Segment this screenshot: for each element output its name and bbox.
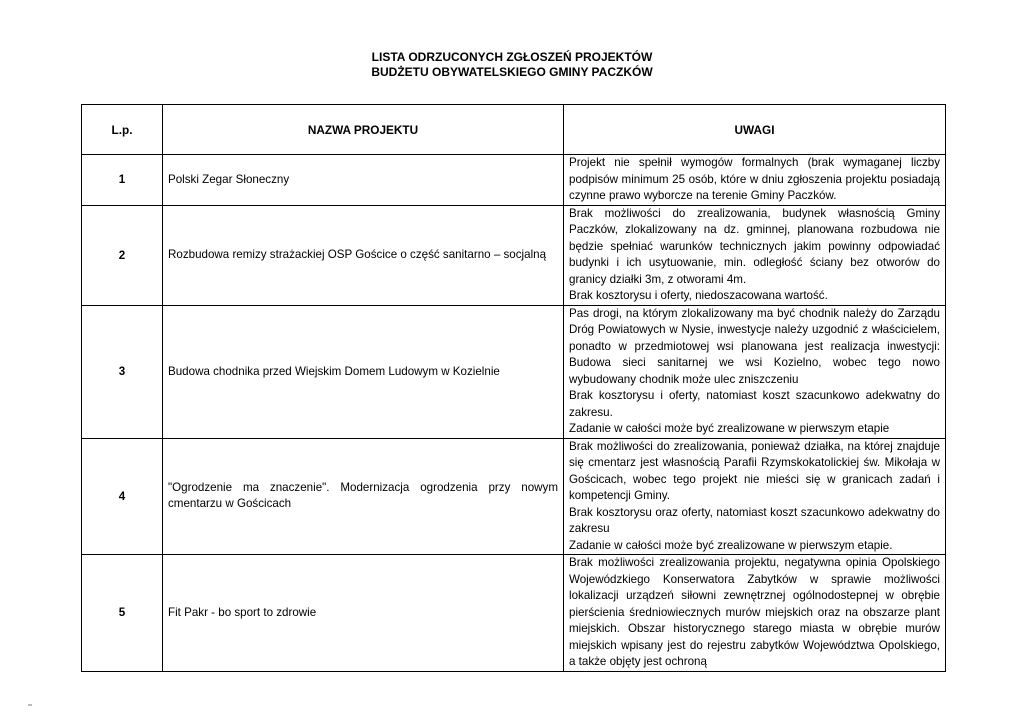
rejected-projects-table [81,104,946,672]
table-row [82,555,946,672]
note-paragraph: Projekt nie spełnił wymogów formalnych (brak wymaganej liczby podpisów minimum 25 osób, które w dniu zgłoszenia projektu posiadają czynne prawo wyborcze na terenie Gminy Paczków. [569,156,940,202]
title-line-2: BUDŻETU OBYWATELSKIEGO GMINY PACZKÓW [371,65,653,79]
row-number: 3 [82,305,163,438]
note-paragraph: Brak możliwości zrealizowania projektu, negatywna opinia Opolskiego Wojewódzkiego Konserwatora Zabytków w sprawie możliwości lokalizacji urządzeń siłowni zewnętrznej ogólnodostepnej w obrębie pierścienia średniowiecznych murów miejskich oraz na obszarze plant miejskich. Obszar historycznego starego miasta w obrębie murów miejskich wpisany jest do rejestru zabytków Województwa Opolskiego, a także objęty jest ochroną [569,556,940,668]
note-paragraph: Zadanie w całości może być zrealizowane w pierwszym etapie. [569,538,893,552]
project-notes [564,305,946,438]
table-row [82,305,946,438]
table-header-row [82,105,946,155]
row-number: 1 [82,155,163,206]
note-paragraph: Zadanie w całości może być zrealizowane w pierwszym etapie [569,422,890,435]
project-notes [564,155,946,206]
project-notes [564,438,946,555]
header-notes: UWAGI [564,105,946,155]
header-lp: L.p. [82,105,163,155]
table-row [82,205,946,305]
table-row [82,438,946,555]
page-corner-mark [28,704,32,706]
project-name: Fit Pakr - bo sport to zdrowie [163,555,564,672]
project-notes [564,555,946,672]
header-project-name: NAZWA PROJEKTU [163,105,564,155]
row-number: 4 [82,438,163,555]
project-name: Rozbudowa remizy strażackiej OSP Gościce o część sanitarno – socjalną [163,205,564,305]
project-name: Budowa chodnika przed Wiejskim Domem Ludowym w Kozielnie [163,305,564,438]
row-number: 5 [82,555,163,672]
title-line-1: LISTA ODRZUCONYCH ZGŁOSZEŃ PROJEKTÓW [371,50,653,64]
project-notes [564,205,946,305]
document-title [0,50,1024,80]
note-paragraph: Pas drogi, na którym zlokalizowany ma być chodnik należy do Zarządu Dróg Powiatowych w Nysie, inwestycje należy uzgodnić z właścicielem, ponadto w przedmiotowej wsi planowana jest realizacja inwestycji: Budowa sieci sanitarnej we wsi Kozielno, wobec tego nowo wybudowany chodnik może ulec zniszczeniu [569,306,940,386]
note-paragraph: Brak kosztorysu i oferty, natomiast koszt szacunkowo adekwatny do zakresu. [569,389,940,419]
note-paragraph: Brak możliwości do zrealizowania, budynek własnością Gminy Paczków, zlokalizowany na dz. gminnej, planowana rozbudowa nie będzie spełniać warunków technicznych jakim powinny odpowiadać budynki i ich usytuowanie, min. odległość ściany bez otworów do granicy działki 3m, z otworami 4m. [569,206,940,286]
note-paragraph: Brak możliwości do zrealizowania, ponieważ działka, na której znajduje się cmentarz jest własnością Parafii Rzymskokatolickiej św. Mikołaja w Gościcach, wobec tego projekt nie mieści się w granicach zadań i kompetencji Gminy. [569,439,940,502]
note-paragraph: Brak kosztorysu i oferty, niedoszacowana wartość. [569,289,828,302]
note-paragraph: Brak kosztorysu oraz oferty, natomiast koszt szacunkowo adekwatny do zakresu [569,505,940,535]
project-name: "Ogrodzenie ma znaczenie". Modernizacja ogrodzenia przy nowym cmentarzu w Gościcach [163,438,564,555]
project-name: Polski Zegar Słoneczny [163,155,564,206]
row-number: 2 [82,205,163,305]
table-row [82,155,946,206]
